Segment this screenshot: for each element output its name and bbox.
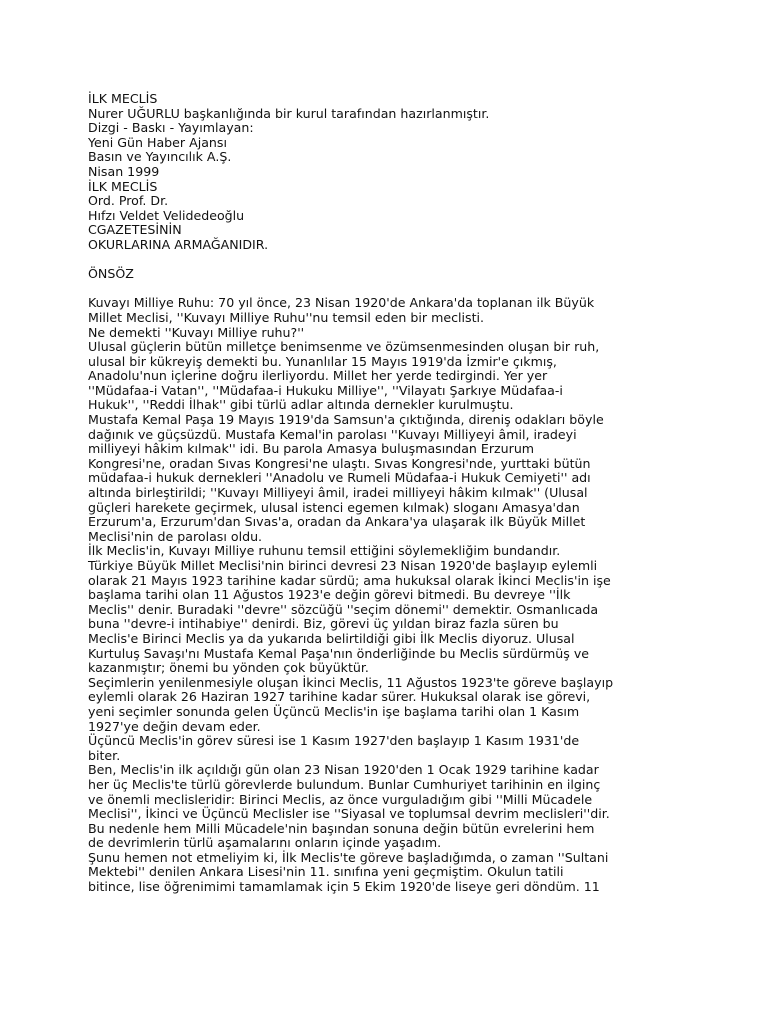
body-text-line: bitince, lise öğrenimimi tamamlamak için 5 Ekim 1920'de liseye geri döndüm. 11 xyxy=(88,879,600,895)
document-page xyxy=(88,92,760,895)
body-text-line: Millet Meclisi, ''Kuvayı Milliye Ruhu''nu temsil eden bir meclisti. xyxy=(88,309,485,325)
body-text-line: Şunu hemen not etmeliyim ki, İlk Meclis'te göreve başladığımda, o zaman ''Sultani xyxy=(88,849,609,865)
body-text-line: Ulusal güçlerin bütün milletçe benimsenme ve özümsenmesinden oluşan bir ruh, xyxy=(88,339,600,355)
body-text-line: Bu nedenle hem Milli Mücadele'nin başından sonuna değin bütün evrelerini hem xyxy=(88,820,595,836)
book-title-repeat: İLK MECLİS xyxy=(88,178,158,194)
body-text-line: milliyeyi hâkim kılmak'' idi. Bu parola Amasya buluşmasından Erzurum xyxy=(88,441,535,457)
body-text-line: olarak 21 Mayıs 1923 tarihine kadar sürdü; ama hukuksal olarak İkinci Meclis'in işe xyxy=(88,572,611,588)
body-text-line: altında birleştirildi; ''Kuvayı Milliyeyi âmil, iradei milliyeyi hâkim kılmak'' (Ulusal xyxy=(88,485,588,501)
body-text-line: Seçimlerin yenilenmesiyle oluşan İkinci Meclis, 11 Ağustos 1923'te göreve başlayıp xyxy=(88,674,614,690)
body-text-line: eylemli olarak 26 Haziran 1927 tarihine kadar sürer. Hukuksal olarak ise görevi, xyxy=(88,689,591,705)
body-text-line: Kuvayı Milliye Ruhu: 70 yıl önce, 23 Nisan 1920'de Ankara'da toplanan ilk Büyük xyxy=(88,295,595,311)
dedication-line-1: CGAZETESİNİN xyxy=(88,222,182,238)
body-text-line: güçleri harekete geçirmek, ulusal istenci egemen kılmak) sloganı Amasya'dan xyxy=(88,499,580,515)
body-text-line: ulusal bir kükreyiş demekti bu. Yunanlılar 15 Mayıs 1919'da İzmir'e çıkmış, xyxy=(88,353,557,369)
author-name: Hıfzı Veldet Velidedeoğlu xyxy=(88,207,245,223)
author-title: Ord. Prof. Dr. xyxy=(88,193,169,209)
body-text-line: Kurtuluş Savaşı'nı Mustafa Kemal Paşa'nın önderliğinde bu Meclis sürdürmüş ve xyxy=(88,645,590,661)
body-text-line: Erzurum'a, Erzurum'dan Sıvas'a, oradan da Ankara'ya ulaşarak ilk Büyük Millet xyxy=(88,514,586,530)
body-text-line: buna ''devre-i intihabiye'' denirdi. Biz, görevi üç yıldan biraz fazla süren bu xyxy=(88,616,559,632)
publisher-label: Dizgi - Baskı - Yayımlayan: xyxy=(88,120,254,136)
body-text-line: Meclisi'', İkinci ve Üçüncü Meclisler ise ''Siyasal ve toplumsal devrim meclisleri''dir. xyxy=(88,806,610,822)
body-text-line: Ne demekti ''Kuvayı Milliye ruhu?'' xyxy=(88,324,305,340)
body-text-line: ve önemli meclisleridir: Birinci Meclis, az önce vurguladığım gibi ''Milli Mücadele xyxy=(88,791,593,807)
body-text-line: Ben, Meclis'in ilk açıldığı gün olan 23 Nisan 1920'den 1 Ocak 1929 tarihine kadar xyxy=(88,762,599,778)
body-text-line: Meclis'e Birinci Meclis ya da yukarıda belirtildiği gibi İlk Meclis diyoruz. Ulusal xyxy=(88,630,575,646)
body-text-line: Türkiye Büyük Millet Meclisi'nin birinci devresi 23 Nisan 1920'de başlayıp eylemli xyxy=(88,558,598,573)
dedication-line-2: OKURLARINA ARMAĞANIDIR. xyxy=(88,236,269,252)
spacer xyxy=(88,253,760,268)
publisher-company: Basın ve Yayıncılık A.Ş. xyxy=(88,149,232,165)
editor-credit: Nurer UĞURLU başkanlığında bir kurul tarafından hazırlanmıştır. xyxy=(88,105,490,121)
body-text-line: dağınık ve güçsüzdü. Mustafa Kemal'in parolası ''Kuvayı Milliyeyi âmil, iradeyi xyxy=(88,426,577,442)
body-text xyxy=(88,296,760,894)
body-text-line: Mektebi'' denilen Ankara Lisesi'nin 11. sınıfına yeni geçmiştim. Okulun tatili xyxy=(88,864,564,880)
body-text-line: 1927'ye değin devam eder. xyxy=(88,718,261,734)
body-text-line: de devrimlerin türlü aşamalarını onların içinde yaşadım. xyxy=(88,835,442,851)
spacer xyxy=(88,282,760,297)
title-block xyxy=(88,92,760,253)
body-text-line: Meclisi'nin de parolası oldu. xyxy=(88,528,263,544)
body-text-line: Üçüncü Meclis'in görev süresi ise 1 Kasım 1927'den başlayıp 1 Kasım 1931'de xyxy=(88,733,580,749)
body-text-line: Meclis'' denir. Buradaki ''devre'' sözcüğü ''seçim dönemi'' demektir. Osmanlıcada xyxy=(88,601,599,617)
body-text-line: yeni seçimler sonunda gelen Üçüncü Meclis'in işe başlama tarihi olan 1 Kasım xyxy=(88,703,580,719)
publication-date: Nisan 1999 xyxy=(88,163,160,179)
body-text-line: Mustafa Kemal Paşa 19 Mayıs 1919'da Samsun'a çıktığında, direniş odakları böyle xyxy=(88,412,604,428)
body-text-line: İlk Meclis'in, Kuvayı Milliye ruhunu temsil ettiğini söylemekliğim bundandır. xyxy=(88,543,561,559)
body-text-line: Kongresi'ne, oradan Sıvas Kongresi'ne ulaştı. Sıvas Kongresi'nde, yurttaki bütün xyxy=(88,455,591,471)
section-title: ÖNSÖZ xyxy=(88,266,134,282)
publisher-name: Yeni Gün Haber Ajansı xyxy=(88,134,227,150)
book-title: İLK MECLİS xyxy=(88,91,158,106)
body-text-line: Hukuk'', ''Reddi İlhak'' gibi türlü adlar altında dernekler kurulmuştu. xyxy=(88,397,514,413)
body-text-line: biter. xyxy=(88,747,121,763)
body-text-line: ''Müdafaa-i Vatan'', ''Müdafaa-i Hukuku Milliye'', ''Vilayatı Şarkıye Müdafaa-i xyxy=(88,382,563,398)
body-text-line: her üç Meclis'te türlü görevlerde bulundum. Bunlar Cumhuriyet tarihinin en ilginç xyxy=(88,776,601,792)
body-text-line: müdafaa-i hukuk dernekleri ''Anadolu ve Rumeli Müdafaa-i Hukuk Cemiyeti'' adı xyxy=(88,470,591,486)
body-text-line: Anadolu'nun içlerine doğru ilerliyordu. Millet her yerde tedirgindi. Yer yer xyxy=(88,368,548,384)
body-text-line: kazanmıştır; önemi bu yönden çok büyüktür. xyxy=(88,660,369,676)
body-text-line: başlama tarihi olan 11 Ağustos 1923'e değin görevi bitmedi. Bu devreye ''İlk xyxy=(88,587,571,603)
